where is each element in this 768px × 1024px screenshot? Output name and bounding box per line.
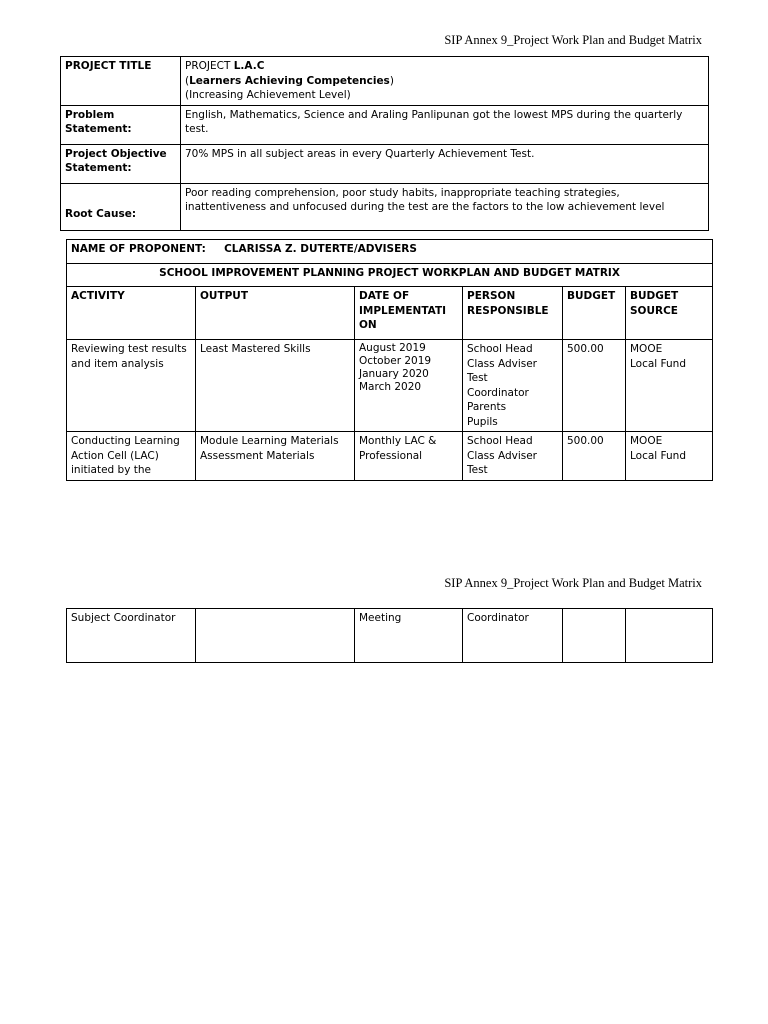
activity-cell: Subject Coordinator <box>67 609 196 663</box>
project-title-label: PROJECT TITLE <box>61 57 181 106</box>
person-line: Class Adviser <box>467 449 538 462</box>
person-line: Test <box>467 372 488 384</box>
budget-cell <box>563 609 626 663</box>
source-line: Local Fund <box>630 357 686 370</box>
source-line: MOOE <box>630 343 663 355</box>
workplan-table <box>66 239 713 481</box>
budget-cell: 500.00 <box>563 340 626 432</box>
person-cell: Coordinator <box>463 609 563 663</box>
output-line: Module Learning Materials <box>200 435 339 447</box>
activity-cell: Reviewing test results and item analysis <box>67 340 196 432</box>
col-header-source: BUDGET SOURCE <box>626 287 713 340</box>
project-title-full: Learners Achieving Competencies <box>189 74 390 87</box>
continuation-table <box>66 608 713 663</box>
paren-open: ( <box>185 74 190 87</box>
person-line: School Head <box>467 343 533 355</box>
objective-text: 70% MPS in all subject areas in every Quarterly Achievement Test. <box>181 144 709 183</box>
budget-cell: 500.00 <box>563 432 626 481</box>
date-line: March 2020 <box>359 381 422 393</box>
paren-close: ) <box>389 74 394 87</box>
person-line: School Head <box>467 435 533 447</box>
table-row <box>67 340 713 432</box>
activity-cell: Conducting Learning Action Cell (LAC) initiated by the <box>67 432 196 481</box>
col-header-output: OUTPUT <box>196 287 355 340</box>
person-cell <box>463 340 563 432</box>
output-cell <box>196 432 355 481</box>
source-cell <box>626 432 713 481</box>
table-row <box>67 432 713 481</box>
person-line: Class Adviser <box>467 357 538 370</box>
col-header-person: PERSON RESPONSIBLE <box>463 287 563 340</box>
objective-label: Project Objective Statement: <box>61 144 181 183</box>
date-line: October 2019 <box>359 355 432 367</box>
person-line: Coordinator <box>467 386 529 399</box>
proponent-label: NAME OF PROPONENT: <box>71 243 206 255</box>
project-title-prefix: PROJECT <box>185 60 234 72</box>
source-line: Local Fund <box>630 449 686 462</box>
project-title-subtitle: (Increasing Achievement Level) <box>185 89 351 101</box>
table-row <box>67 609 713 663</box>
output-cell: Least Mastered Skills <box>196 340 355 432</box>
page-header: SIP Annex 9_Project Work Plan and Budget Matrix <box>444 33 702 47</box>
root-cause-label: Root Cause: <box>61 183 181 230</box>
source-cell <box>626 340 713 432</box>
problem-label: Problem Statement: <box>61 105 181 144</box>
date-line: January 2020 <box>359 368 429 380</box>
source-cell <box>626 609 713 663</box>
output-cell <box>196 609 355 663</box>
date-line: August 2019 <box>359 342 426 354</box>
person-line: Pupils <box>467 415 498 428</box>
source-line: MOOE <box>630 435 663 447</box>
problem-text: English, Mathematics, Science and Araling Panlipunan got the lowest MPS during the quarterly test. <box>181 105 709 144</box>
person-line: Test <box>467 464 488 476</box>
col-header-budget: BUDGET <box>563 287 626 340</box>
col-header-activity: ACTIVITY <box>67 287 196 340</box>
project-info-table <box>60 56 709 231</box>
project-title-name: L.A.C <box>233 60 265 72</box>
page-header: SIP Annex 9_Project Work Plan and Budget Matrix <box>444 576 702 590</box>
matrix-title: SCHOOL IMPROVEMENT PLANNING PROJECT WORKPLAN AND BUDGET MATRIX <box>67 264 713 287</box>
proponent-row <box>67 240 713 264</box>
person-line: Parents <box>467 401 507 413</box>
col-header-date: DATE OF IMPLEMENTATI ON <box>355 287 463 340</box>
proponent-name: CLARISSA Z. DUTERTE/ADVISERS <box>224 243 417 255</box>
date-cell: Meeting <box>355 609 463 663</box>
root-cause-text: Poor reading comprehension, poor study habits, inappropriate teaching strategies, inattentiveness and unfocused during the test are the factors to the low achievement level <box>181 183 709 230</box>
project-title-cell <box>181 57 709 106</box>
date-cell: Monthly LAC & Professional <box>355 432 463 481</box>
date-cell <box>355 340 463 432</box>
output-line: Assessment Materials <box>200 449 315 462</box>
person-cell <box>463 432 563 481</box>
